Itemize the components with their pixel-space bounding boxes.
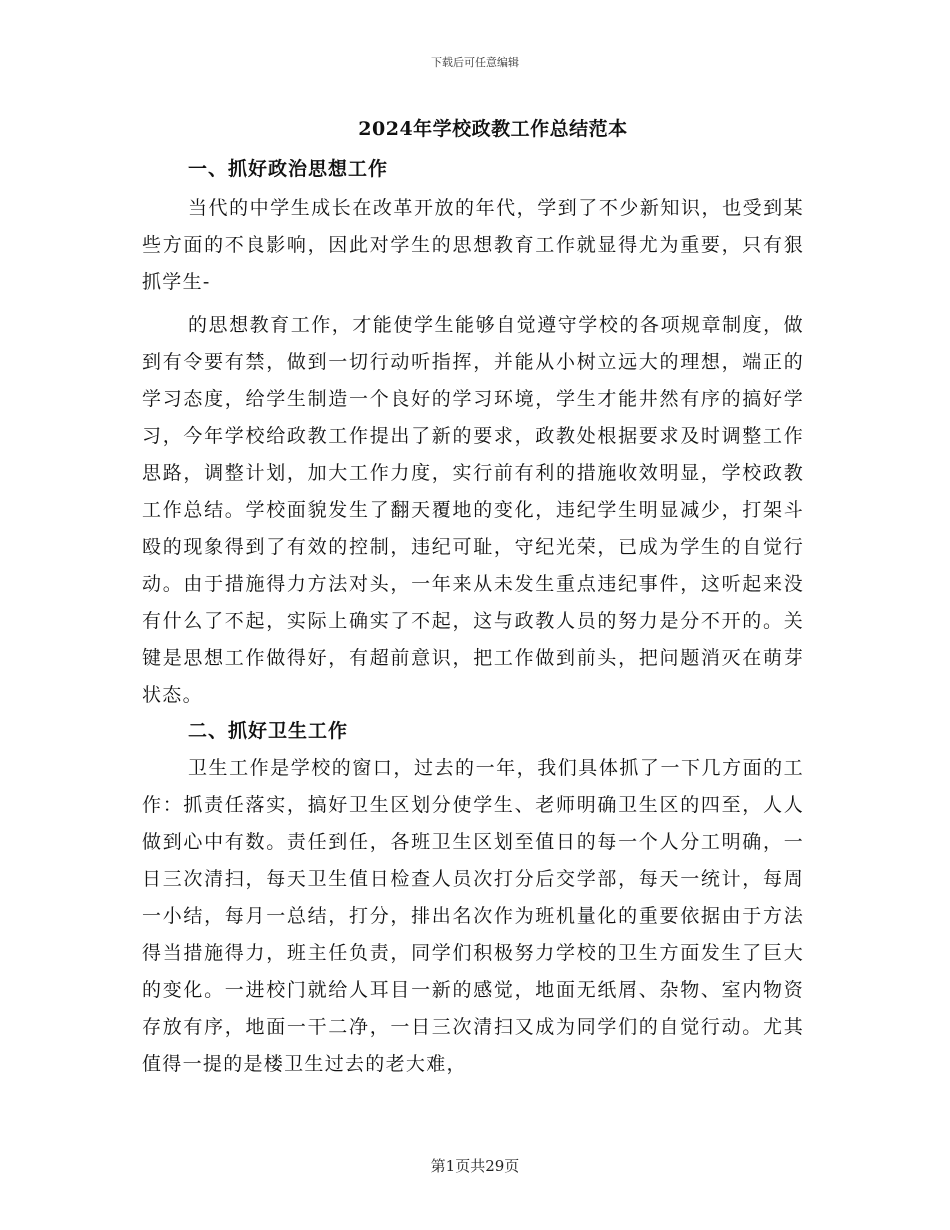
header-note: 下载后可任意编辑 [431, 56, 519, 69]
page-footer: 第1页共29页 [430, 1157, 520, 1175]
document-body [142, 114, 804, 1083]
section-1-paragraph-2: 的思想教育工作，才能使学生能够自觉遵守学校的各项规章制度，做到有令要有禁，做到一切行动听指挥，并能从小树立远大的理想，端正的学习态度，给学生制造一个良好的学习环境，学生才能井然有序的搞好学习，今年学校给政教工作提出了新的要求，政教处根据要求及时调整工作思路，调整计划，加大工作力度，实行前有利的措施收效明显，学校政教工作总结。学校面貌发生了翻天覆地的变化，违纪学生明显减少，打架斗殴的现象得到了有效的控制，违纪可耻，守纪光荣，已成为学生的自觉行动。由于措施得力方法对头，一年来从未发生重点违纪事件，这听起来没有什么了不起，实际上确实了不起，这与政教人员的努力是分不开的。关键是思想工作做得好，有超前意识，把工作做到前头，把问题消灭在萌芽状态。 [142, 314, 804, 706]
section-1-paragraph-1: 当代的中学生成长在改革开放的年代，学到了不少新知识，也受到某些方面的不良影响，因此对学生的思想教育工作就显得尤为重要，只有狠抓学生- [142, 197, 804, 293]
section-heading-1: 一、抓好政治思想工作 [188, 158, 389, 180]
document-title: 2024年学校政教工作总结范本 [358, 118, 628, 140]
section-2-paragraph-1: 卫生工作是学校的窗口，过去的一年，我们具体抓了一下几方面的工作：抓责任落实，搞好卫生区划分使学生、老师明确卫生区的四至，人人做到心中有数。责任到任，各班卫生区划至值日的每一个人分工明确，一日三次清扫，每天卫生值日检查人员次打分后交学部，每天一统计，每周一小结，每月一总结，打分，排出名次作为班机量化的重要依据由于方法得当措施得力，班主任负责，同学们积极努力学校的卫生方面发生了巨大的变化。一进校门就给人耳目一新的感觉，地面无纸屑、杂物、室内物资存放有序，地面一干二净，一日三次清扫又成为同学们的自觉行动。尤其值得一提的是楼卫生过去的老大难， [142, 757, 804, 1075]
section-heading-2: 二、抓好卫生工作 [188, 720, 349, 742]
